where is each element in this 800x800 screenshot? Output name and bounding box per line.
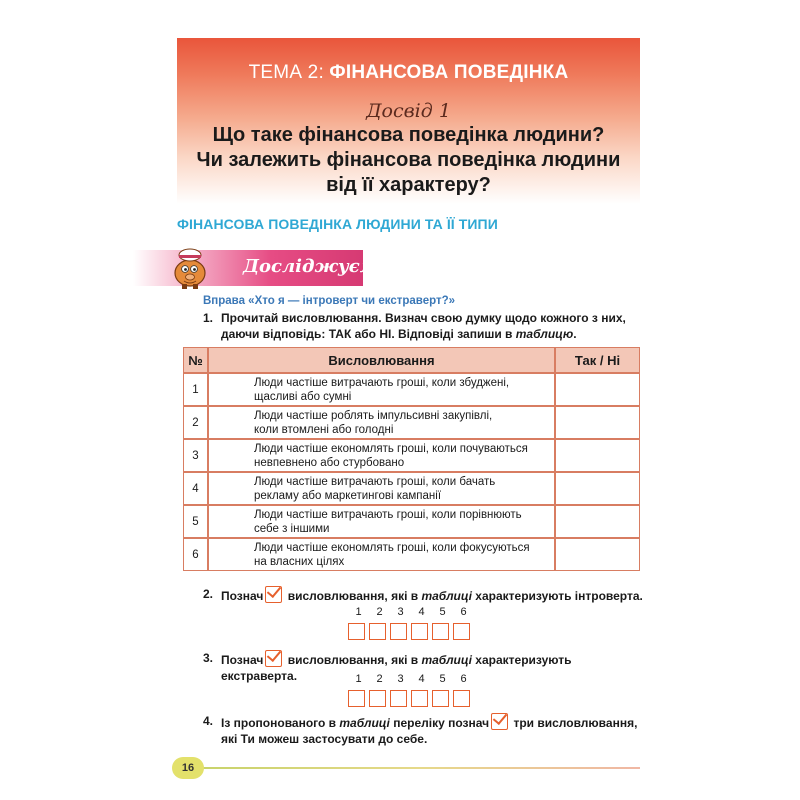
task-text-end: характеризують екстраверта. (221, 653, 572, 683)
answer-cell[interactable] (555, 373, 640, 406)
row-statement (208, 373, 555, 406)
answer-checkbox[interactable] (411, 623, 428, 640)
box-number: 6 (460, 606, 467, 618)
question-line-1: Що таке фінансова поведінка людини? (212, 124, 605, 146)
answer-checkbox[interactable] (390, 690, 407, 707)
task-number: 4. (203, 714, 214, 728)
statement-line-1: Люди частіше економлять гроші, коли фокусуються (254, 541, 530, 554)
statement-line-2: себе з іншими (254, 522, 330, 535)
explore-label: Досліджуємо (243, 256, 389, 277)
statement-line-2: щасливі або сумні (254, 390, 352, 403)
box-number: 5 (439, 673, 446, 685)
statement-line-2: коли втомлені або голодні (254, 423, 394, 436)
table-row (183, 406, 640, 439)
box-number: 4 (418, 606, 425, 618)
task-emphasis: таблицю (515, 327, 574, 341)
theme-name: ФІНАНСОВА ПОВЕДІНКА (329, 62, 569, 83)
table-row (183, 439, 640, 472)
row-statement (208, 538, 555, 571)
box-number: 4 (418, 673, 425, 685)
answer-checkbox[interactable] (432, 623, 449, 640)
theme-title (177, 62, 640, 84)
experience-label: Досвід 1 (366, 100, 451, 122)
answer-checkbox[interactable] (453, 690, 470, 707)
answer-checkbox[interactable] (348, 623, 365, 640)
task-text-end: . (573, 327, 577, 341)
task-emphasis: таблиці (421, 589, 472, 603)
task-text: висловлювання, які в (284, 589, 422, 603)
section-title: ФІНАНСОВА ПОВЕДІНКА ЛЮДИНИ ТА ЇЇ ТИПИ (177, 216, 498, 232)
task-emphasis: таблиці (339, 716, 390, 730)
row-statement (208, 439, 555, 472)
footer-line (200, 767, 640, 769)
row-number: 5 (183, 505, 208, 538)
answer-cell[interactable] (555, 538, 640, 571)
row-number: 2 (183, 406, 208, 439)
theme-prefix: ТЕМА 2: (248, 62, 330, 83)
task-text: Познач (221, 589, 264, 603)
statement-line-1: Люди частіше витрачають гроші, коли порівнюють (254, 508, 522, 521)
task-text-end: характеризують інтроверта. (471, 589, 643, 603)
statement-line-1: Люди частіше роблять імпульсивні закупівлі, (254, 409, 493, 422)
checkmark-box-icon (491, 713, 508, 730)
box-number: 5 (439, 606, 446, 618)
task-text: висловлювання, які в (284, 653, 422, 667)
task-text: Познач (221, 653, 264, 667)
task-emphasis: таблиці (421, 653, 472, 667)
row-statement (208, 406, 555, 439)
box-number: 3 (397, 673, 404, 685)
row-number: 1 (183, 373, 208, 406)
page-number: 16 (172, 757, 204, 779)
statement-line-2: рекламу або маркетингові кампанії (254, 489, 442, 502)
statement-line-1: Люди частіше витрачають гроші, коли бачать (254, 475, 496, 488)
row-number: 6 (183, 538, 208, 571)
table-row (183, 373, 640, 406)
task-number: 2. (203, 587, 214, 601)
task-text: Прочитай висловлювання. Визнач свою думку щодо кожного з них, даючи відповідь: ТАК або НІ. Відповіді запиши в (221, 311, 626, 341)
answer-checkbox[interactable] (348, 690, 365, 707)
column-header-statement: Висловлювання (208, 347, 555, 373)
table-header-row (183, 347, 640, 373)
piggy-bank-mascot-icon (166, 246, 216, 290)
statement-line-2: на власних цілях (254, 555, 345, 568)
row-statement (208, 472, 555, 505)
statements-table (183, 347, 640, 571)
box-number: 2 (376, 673, 383, 685)
task-number: 3. (203, 651, 214, 665)
box-number: 3 (397, 606, 404, 618)
task-text: Із пропонованого в (221, 716, 340, 730)
statement-line-1: Люди частіше витрачають гроші, коли збуджені, (254, 376, 510, 389)
task-number: 1. (203, 311, 214, 325)
table-row (183, 505, 640, 538)
statement-line-2: невпевнено або стурбовано (254, 456, 405, 469)
box-number: 1 (355, 673, 362, 685)
row-number: 4 (183, 472, 208, 505)
task-4 (203, 713, 643, 747)
answer-checkbox[interactable] (369, 690, 386, 707)
introvert-checkbox-group (348, 606, 478, 640)
answer-checkbox[interactable] (411, 690, 428, 707)
column-header-number: № (183, 347, 208, 373)
row-statement (208, 505, 555, 538)
answer-checkbox[interactable] (432, 690, 449, 707)
box-number: 2 (376, 606, 383, 618)
table-row (183, 538, 640, 571)
question-line-3: від її характеру? (326, 174, 491, 196)
answer-cell[interactable] (555, 472, 640, 505)
box-number: 6 (460, 673, 467, 685)
column-header-answer: Так / Ні (555, 347, 640, 373)
statement-line-1: Люди частіше економлять гроші, коли почуваються (254, 442, 528, 455)
answer-checkbox[interactable] (390, 623, 407, 640)
answer-cell[interactable] (555, 406, 640, 439)
task-1 (203, 310, 643, 342)
task-2 (203, 586, 643, 604)
checkmark-box-icon (265, 650, 282, 667)
task-text: переліку познач (389, 716, 490, 730)
table-row (183, 472, 640, 505)
answer-checkbox[interactable] (453, 623, 470, 640)
answer-cell[interactable] (555, 505, 640, 538)
checkmark-box-icon (265, 586, 282, 603)
exercise-title: Вправа «Хто я — інтроверт чи екстраверт?» (203, 295, 456, 307)
answer-cell[interactable] (555, 439, 640, 472)
question-line-2: Чи залежить фінансова поведінка людини (196, 149, 621, 171)
task-text-end: три висловлювання, які Ти можеш застосувати до себе. (221, 716, 638, 746)
extrovert-checkbox-group (348, 673, 478, 707)
box-number: 1 (355, 606, 362, 618)
row-number: 3 (183, 439, 208, 472)
answer-checkbox[interactable] (369, 623, 386, 640)
